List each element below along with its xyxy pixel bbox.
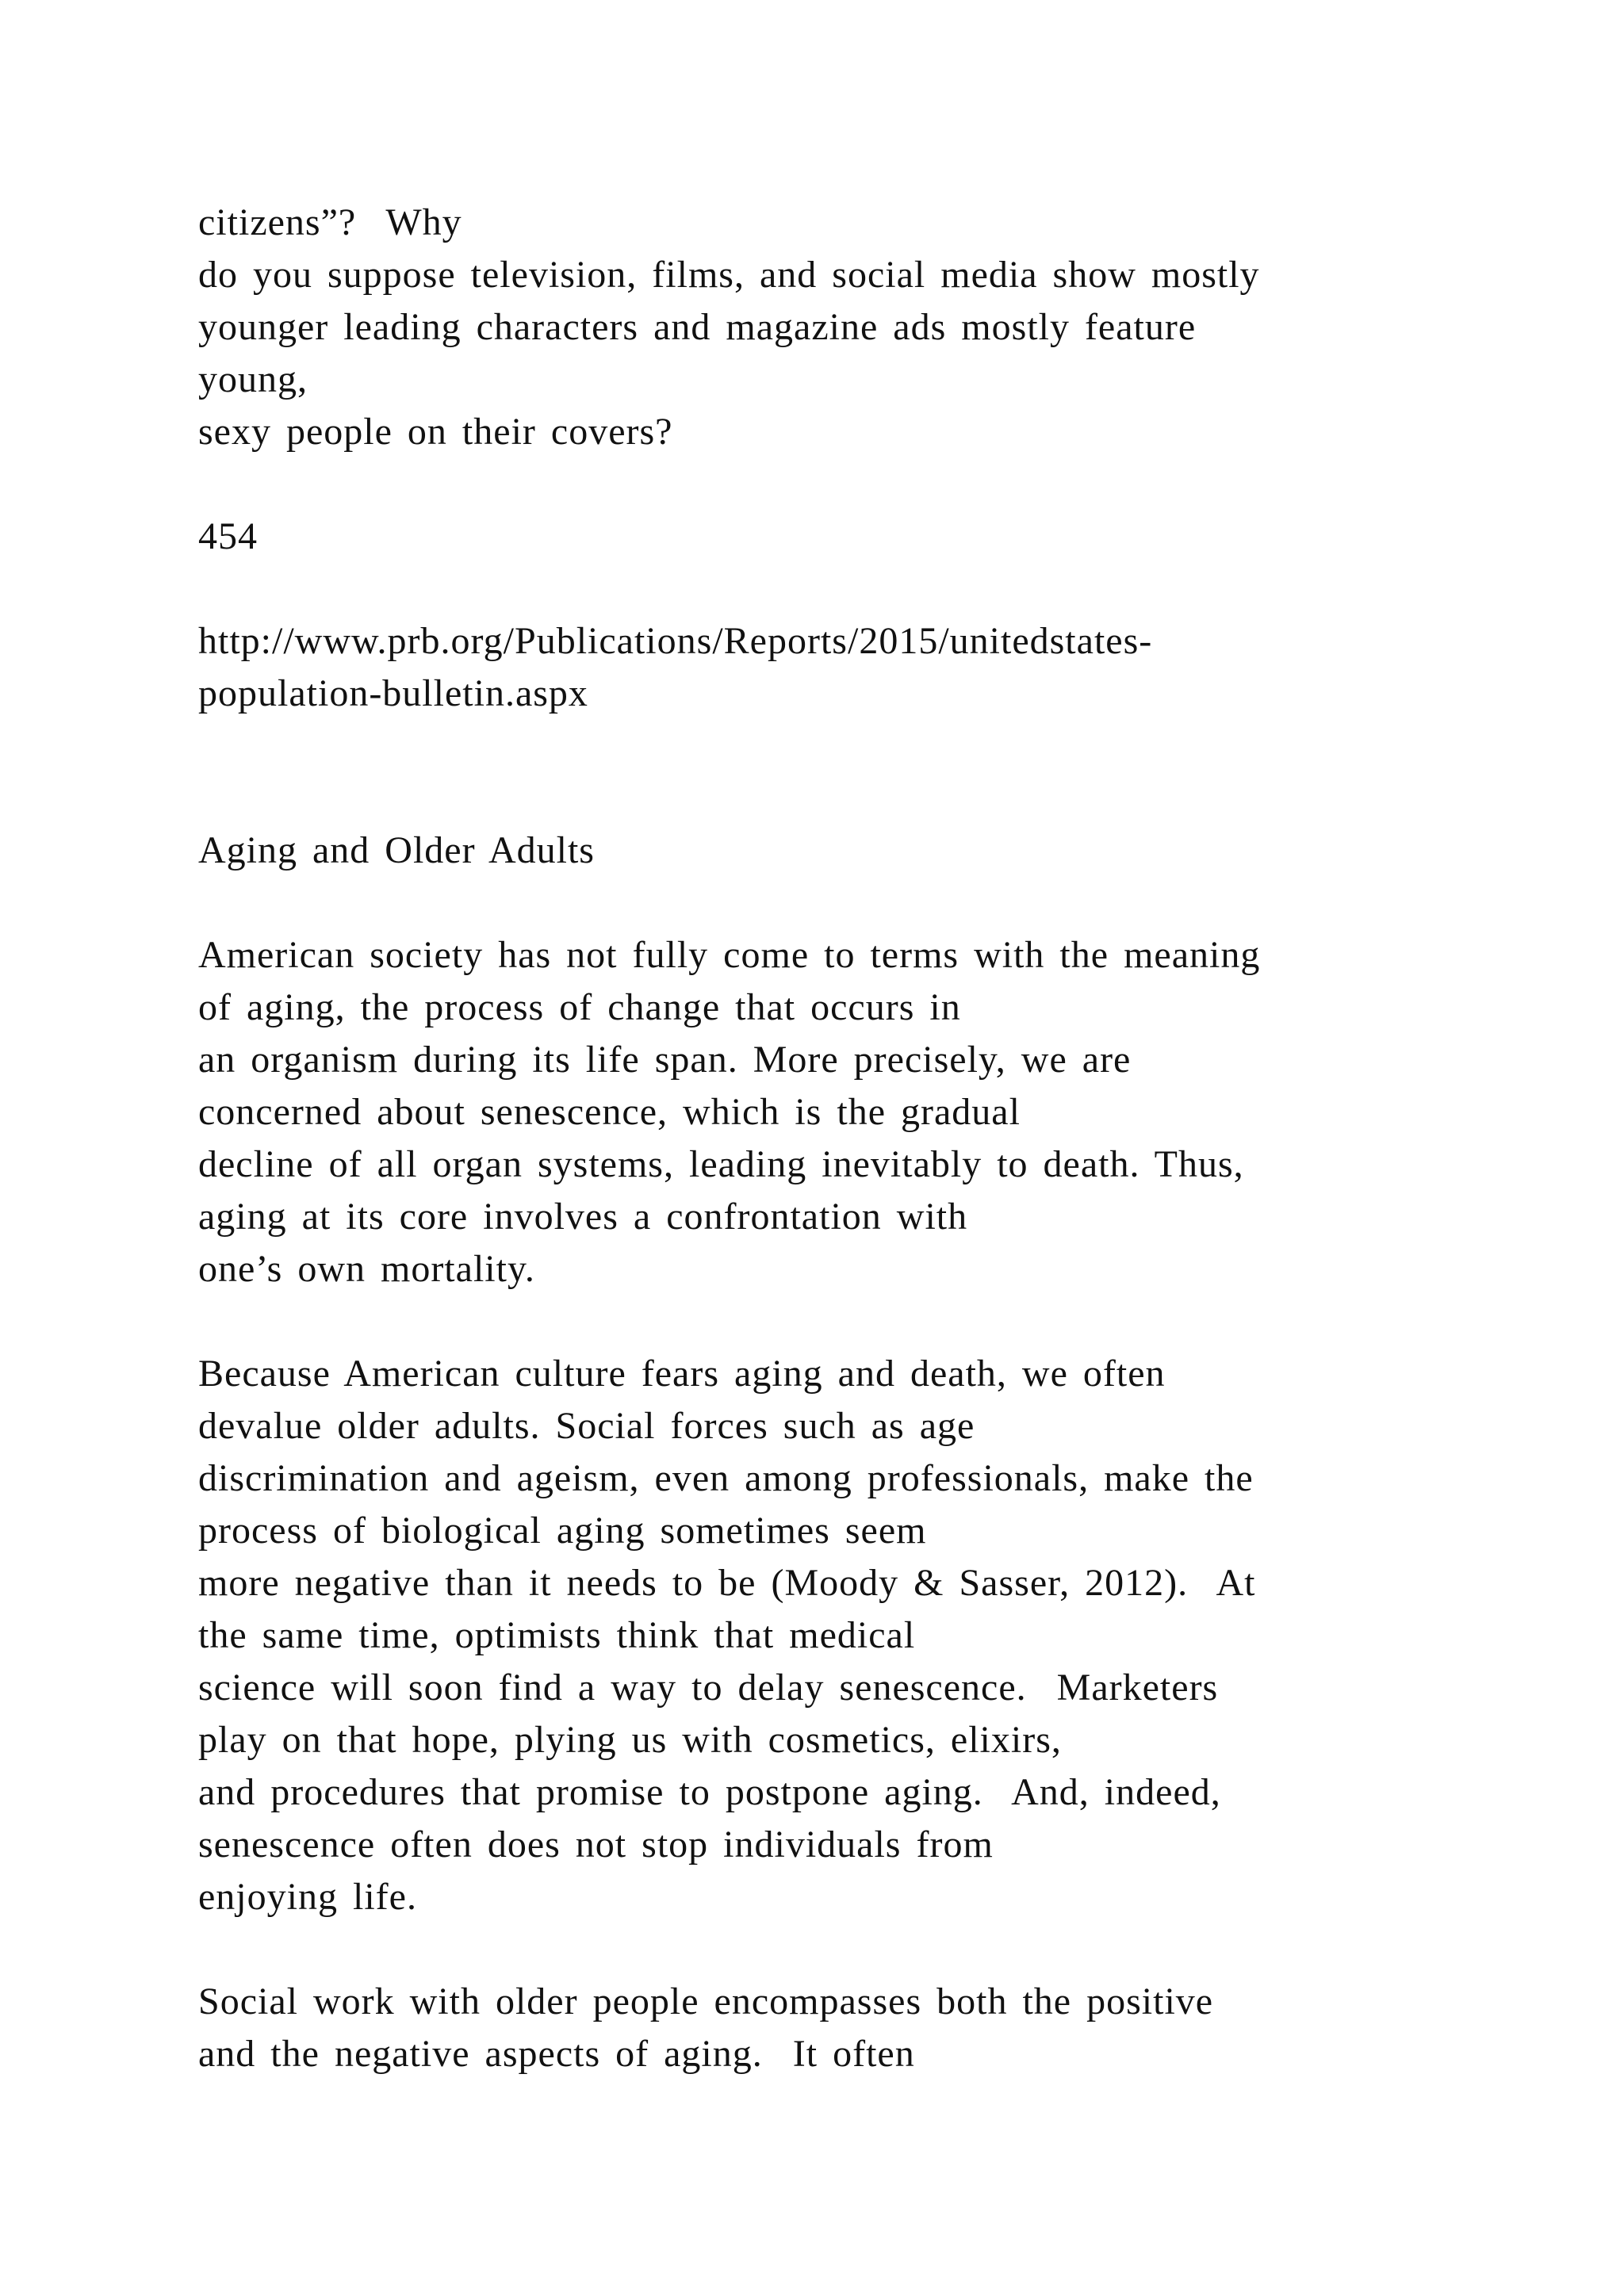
- spacer: [198, 563, 1546, 615]
- url-line: population-bulletin.aspx: [198, 672, 588, 714]
- url-line: http://www.prb.org/Publications/Reports/2015/unitedstates-: [198, 620, 1153, 662]
- text-line: science will soon find a way to delay senescence. Marketers: [198, 1667, 1219, 1709]
- text-line: Social work with older people encompasses both the positive: [198, 1980, 1214, 2022]
- paragraph-3: [198, 1976, 1546, 2080]
- document-text: [198, 197, 1546, 2080]
- text-line: of aging, the process of change that occurs in: [198, 986, 961, 1028]
- text-line: and the negative aspects of aging. It often: [198, 2033, 915, 2075]
- section-heading: Aging and Older Adults: [198, 829, 595, 871]
- paragraph-1: [198, 929, 1546, 1295]
- text-line: aging at its core involves a confrontation with: [198, 1196, 968, 1238]
- text-line: discrimination and ageism, even among professionals, make the: [198, 1457, 1254, 1499]
- spacer: [198, 720, 1546, 825]
- text-line: Because American culture fears aging and death, we often: [198, 1353, 1166, 1395]
- text-line: senescence often does not stop individuals from: [198, 1823, 994, 1866]
- text-line: and procedures that promise to postpone aging. And, indeed,: [198, 1771, 1221, 1813]
- text-line: an organism during its life span. More precisely, we are: [198, 1039, 1132, 1081]
- text-line: younger leading characters and magazine ads mostly feature: [198, 306, 1197, 348]
- spacer: [198, 877, 1546, 929]
- text-line: enjoying life.: [198, 1876, 417, 1918]
- text-line: do you suppose television, films, and social media show mostly: [198, 254, 1260, 296]
- paragraph-2: [198, 1348, 1546, 1923]
- page-number: 454: [198, 515, 258, 557]
- text-line: young,: [198, 358, 308, 400]
- spacer: [198, 458, 1546, 511]
- text-line: American society has not fully come to terms with the meaning: [198, 934, 1261, 976]
- spacer: [198, 1295, 1546, 1348]
- text-line: concerned about senescence, which is the gradual: [198, 1091, 1021, 1133]
- text-line: one’s own mortality.: [198, 1248, 535, 1290]
- text-line: more negative than it needs to be (Moody & Sasser, 2012). At: [198, 1562, 1256, 1604]
- text-line: citizens”? Why: [198, 201, 462, 243]
- text-line: process of biological aging sometimes seem: [198, 1510, 927, 1552]
- text-line: devalue older adults. Social forces such as age: [198, 1405, 975, 1447]
- intro-paragraph: [198, 197, 1546, 458]
- text-line: decline of all organ systems, leading inevitably to death. Thus,: [198, 1143, 1244, 1185]
- text-line: the same time, optimists think that medical: [198, 1614, 916, 1656]
- spacer: [198, 1923, 1546, 1976]
- text-line: play on that hope, plying us with cosmetics, elixirs,: [198, 1719, 1062, 1761]
- reference-url: [198, 615, 1546, 720]
- text-line: sexy people on their covers?: [198, 411, 673, 453]
